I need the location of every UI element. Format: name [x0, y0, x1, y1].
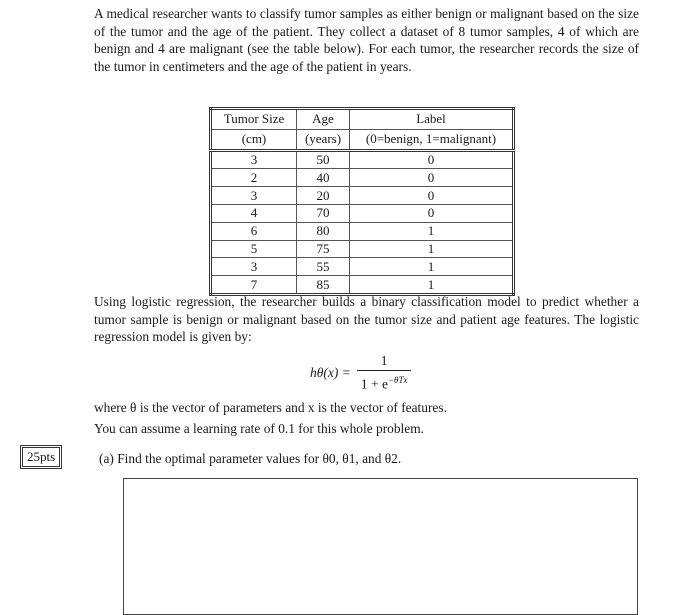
cell-size: 7 — [211, 276, 297, 295]
cell-age: 55 — [297, 258, 350, 276]
question-a: (a) Find the optimal parameter values for θ0, θ1, and θ2. — [99, 451, 402, 466]
cell-label: 1 — [350, 240, 514, 258]
cell-age: 80 — [297, 222, 350, 240]
cell-age: 85 — [297, 276, 350, 295]
learning-rate-statement: You can assume a learning rate of 0.1 for this whole problem. — [94, 421, 424, 436]
header-tumor-size-unit: (cm) — [211, 129, 297, 150]
header-label: Label — [350, 109, 514, 130]
cell-label: 0 — [350, 150, 514, 169]
table-row — [211, 222, 514, 240]
points-badge: 25pts — [22, 447, 60, 467]
header-age-unit: (years) — [297, 129, 350, 150]
table-row — [211, 258, 514, 276]
cell-size: 3 — [211, 150, 297, 169]
cell-age: 70 — [297, 204, 350, 222]
header-label-legend: (0=benign, 1=malignant) — [350, 129, 514, 150]
cell-age: 50 — [297, 150, 350, 169]
header-tumor-size: Tumor Size — [211, 109, 297, 130]
table-row — [211, 240, 514, 258]
table-row — [211, 150, 514, 169]
where-statement: where θ is the vector of parameters and x is the vector of features. — [94, 400, 447, 415]
cell-size: 2 — [211, 169, 297, 187]
formula-exponent: −θTx — [387, 375, 408, 385]
intro-paragraph: A medical researcher wants to classify tumor samples as either benign or malignant based on the size of the tumor and the age of the patient. They collect a dataset of 8 tumor samples, 4 of which are benign and 4 are malignant (see the table below). For each tumor, the researcher records the size of the tumor in centimeters and the age of the patient in years. — [94, 6, 639, 74]
table-row — [211, 276, 514, 295]
formula-denominator-base: 1 + e — [360, 376, 388, 392]
cell-label: 1 — [350, 222, 514, 240]
model-description-paragraph: Using logistic regression, the researcher builds a binary classification model to predict whether a tumor sample is benign or malignant based on the tumor size and patient age features. The logistic regression model is given by: — [94, 294, 639, 345]
table-header-row — [211, 109, 514, 130]
logistic-formula — [310, 353, 411, 393]
tumor-data-table — [209, 107, 515, 296]
formula-lhs: hθ(x) = — [310, 364, 351, 380]
cell-size: 5 — [211, 240, 297, 258]
cell-size: 3 — [211, 258, 297, 276]
table-row — [211, 169, 514, 187]
cell-age: 75 — [297, 240, 350, 258]
header-age: Age — [297, 109, 350, 130]
cell-age: 40 — [297, 169, 350, 187]
formula-numerator: 1 — [380, 353, 388, 368]
table-header-units-row — [211, 129, 514, 150]
cell-label: 0 — [350, 204, 514, 222]
cell-label: 0 — [350, 187, 514, 205]
cell-label: 0 — [350, 169, 514, 187]
formula-fraction — [357, 353, 412, 393]
table-row — [211, 204, 514, 222]
cell-age: 20 — [297, 187, 350, 205]
formula-denominator — [357, 370, 412, 393]
cell-label: 1 — [350, 276, 514, 295]
cell-size: 3 — [211, 187, 297, 205]
answer-box[interactable] — [123, 478, 638, 615]
table-row — [211, 187, 514, 205]
cell-size: 6 — [211, 222, 297, 240]
cell-label: 1 — [350, 258, 514, 276]
cell-size: 4 — [211, 204, 297, 222]
